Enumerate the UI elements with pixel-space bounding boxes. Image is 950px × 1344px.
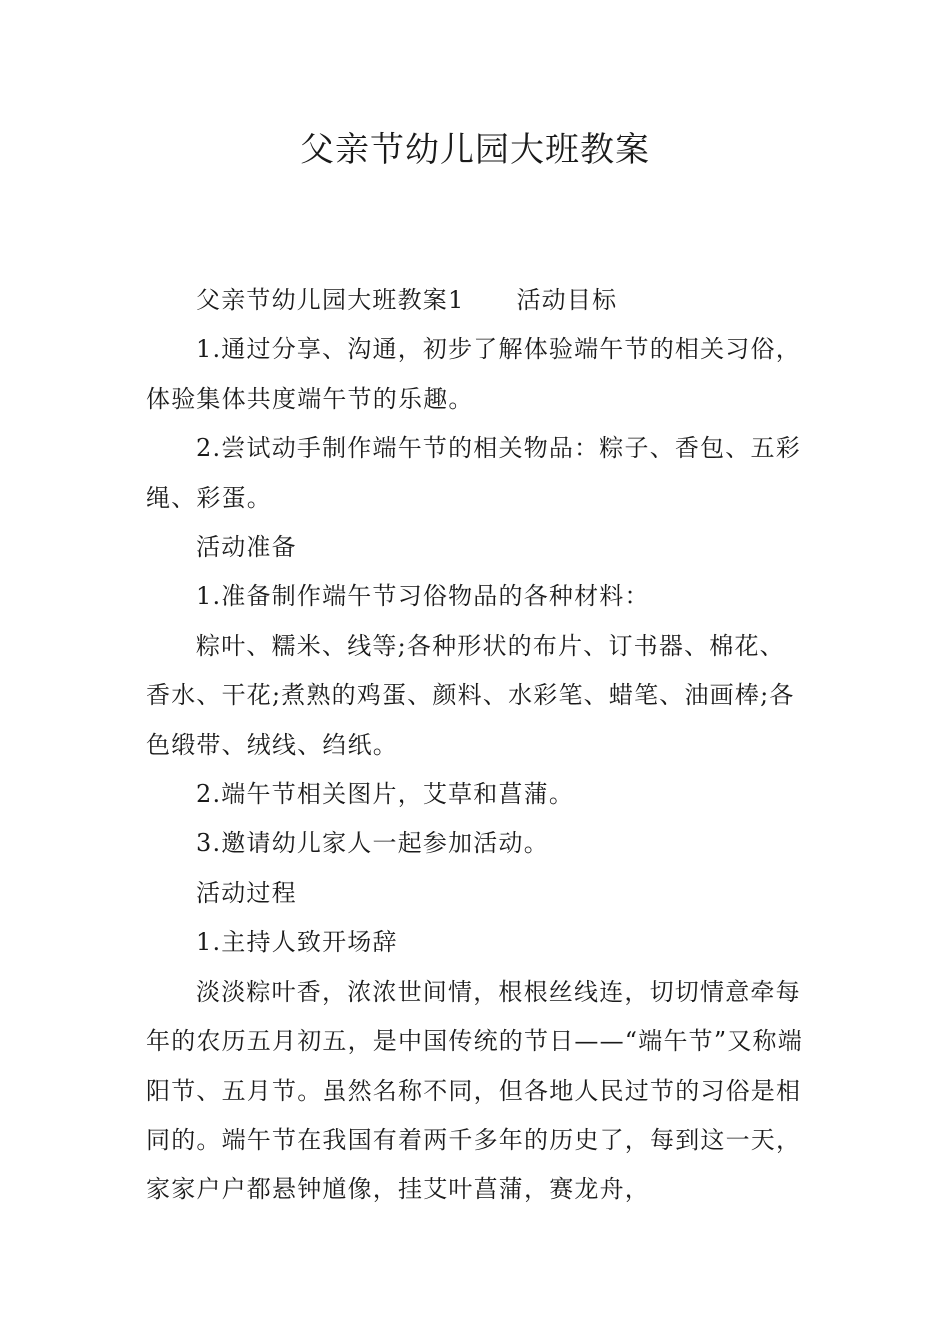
paragraph-prep-3: 3.邀请幼儿家人一起参加活动。	[196, 829, 549, 858]
lesson-plan-label: 父亲节幼儿园大班教案1	[196, 286, 465, 314]
paragraph-goal-2: 2.尝试动手制作端午节的相关物品：粽子、香包、五彩绳、彩蛋。	[146, 434, 801, 512]
paragraph-prep-2: 2.端午节相关图片，艾草和菖蒲。	[196, 780, 575, 809]
paragraph-goal-1: 1.通过分享、沟通，初步了解体验端午节的相关习俗，体验集体共度端午节的乐趣。	[146, 335, 801, 413]
section-heading-goals: 活动目标	[516, 286, 618, 314]
paragraph-heading-1	[146, 276, 810, 325]
paragraph-process-1: 1.主持人致开场辞	[196, 928, 398, 957]
paragraph-opening-speech: 淡淡粽叶香，浓浓世间情，根根丝线连，切切情意牵每年的农历五月初五，是中国传统的节日——“端午节”又称端阳节、五月节。虽然名称不同，但各地人民过节的习俗是相同的。端午节在我国有着两千多年的历史了，每到这一天，家家户户都悬钟馗像，挂艾叶菖蒲，赛龙舟，	[146, 977, 803, 1204]
paragraph-prep-1: 1.准备制作端午节习俗物品的各种材料：	[196, 582, 650, 611]
section-heading-preparation: 活动准备	[196, 533, 297, 562]
document-body	[146, 276, 810, 1215]
page-title: 父亲节幼儿园大班教案	[300, 130, 650, 170]
section-heading-process: 活动过程	[196, 878, 297, 907]
paragraph-materials: 粽叶、糯米、线等;各种形状的布片、订书器、棉花、香水、干花;煮熟的鸡蛋、颜料、水彩笔、蜡笔、油画棒;各色缎带、绒线、绉纸。	[146, 631, 795, 759]
